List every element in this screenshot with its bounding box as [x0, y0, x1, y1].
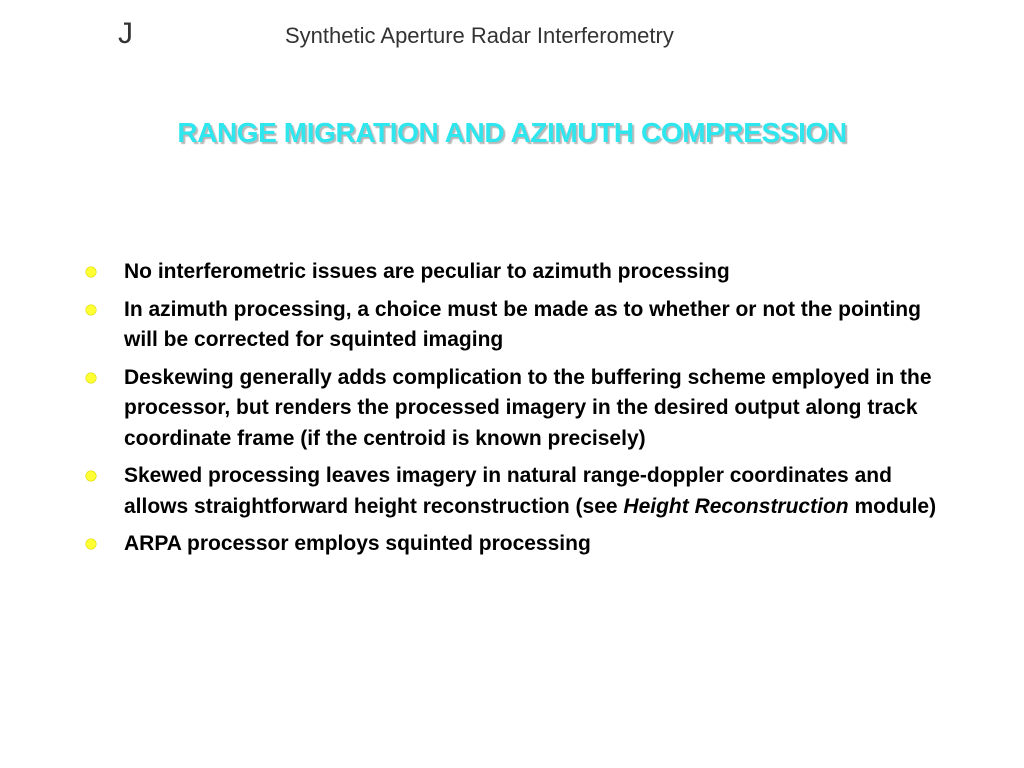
list-item: [86, 461, 946, 522]
bullet-text: In azimuth processing, a choice must be made as to whether or not the pointing will be corrected for squinted imaging: [124, 297, 921, 351]
bullet-text-after: module): [848, 494, 937, 518]
list-item: [86, 529, 946, 560]
slide-title: RANGE MIGRATION AND AZIMUTH COMPRESSION: [177, 117, 847, 148]
bullet-dot-icon: [86, 373, 96, 383]
bullet-text: No interferometric issues are peculiar to azimuth processing: [124, 260, 730, 283]
list-item: [86, 257, 946, 288]
logo-glyph: J: [118, 17, 133, 50]
list-item: [86, 295, 946, 356]
bullet-dot-icon: [86, 539, 96, 549]
bullet-list: [86, 257, 946, 567]
module-reference-link-text: Height Reconstruction: [623, 494, 849, 518]
bullet-text: Deskewing generally adds complication to the buffering scheme employed in the processor, but renders the processed imagery in the desired output along track coordinate frame (if the centroid is known precisely): [124, 365, 932, 450]
bullet-dot-icon: [86, 305, 96, 315]
bullet-text-before: Skewed processing leaves imagery in natural range-doppler coordinates and allows straightforward height reconstruction (see: [124, 464, 892, 518]
bullet-dot-icon: [86, 267, 96, 277]
header-title: Synthetic Aperture Radar Interferometry: [285, 23, 674, 48]
bullet-text: ARPA processor employs squinted processing: [124, 532, 591, 555]
list-item: [86, 363, 946, 455]
bullet-dot-icon: [86, 471, 96, 481]
